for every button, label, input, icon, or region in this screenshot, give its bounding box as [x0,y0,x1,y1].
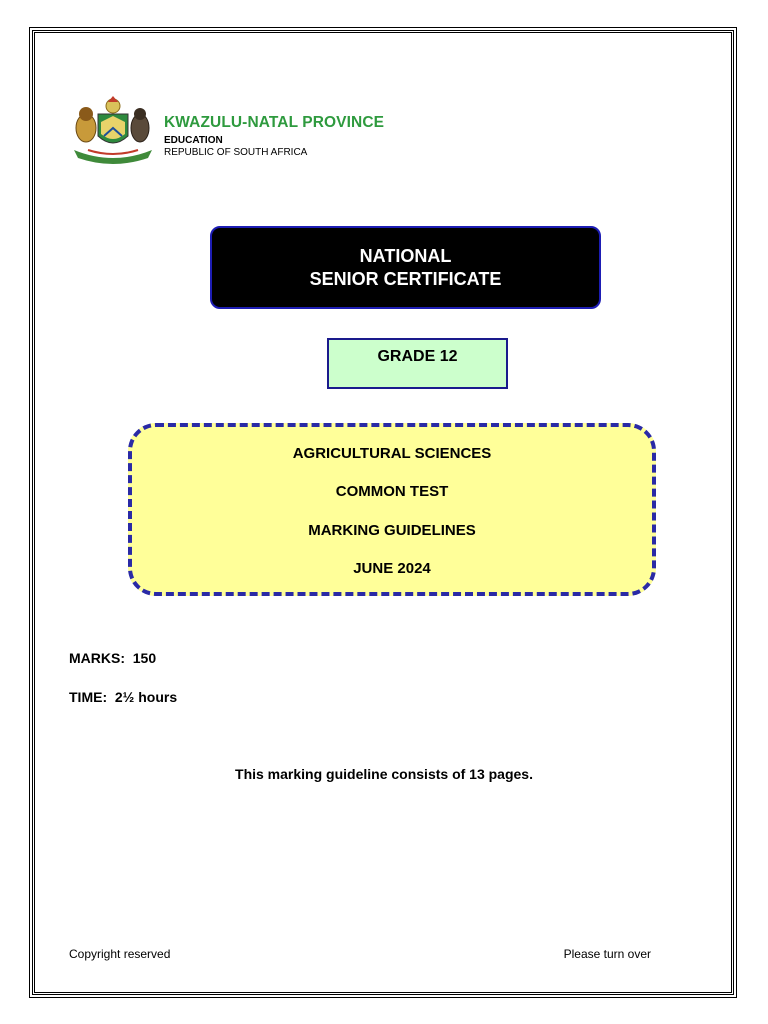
certificate-line-1: NATIONAL [359,245,452,266]
kzn-education-logo [68,92,398,164]
time-allowed: TIME: 2½ hours [69,689,178,705]
coat-of-arms-icon [68,92,158,164]
country-name: REPUBLIC OF SOUTH AFRICA [164,147,308,158]
subject-panel [128,423,656,596]
copyright-notice: Copyright reserved [69,947,171,961]
exam-session: JUNE 2024 [353,560,431,577]
department-name: EDUCATION [164,135,223,146]
grade-box [327,338,508,389]
certificate-banner [210,226,601,309]
grade-label: GRADE 12 [377,348,458,365]
subject-name: AGRICULTURAL SCIENCES [292,445,492,462]
province-title: KWAZULU-NATAL PROVINCE [164,114,385,131]
page-count-note: This marking guideline consists of 13 pages. [235,766,533,782]
certificate-line-2: SENIOR CERTIFICATE [309,268,502,289]
test-name: COMMON TEST [335,483,449,500]
turn-over-notice: Please turn over [563,947,651,961]
marks-total: MARKS: 150 [69,650,157,666]
document-type: MARKING GUIDELINES [308,522,476,539]
